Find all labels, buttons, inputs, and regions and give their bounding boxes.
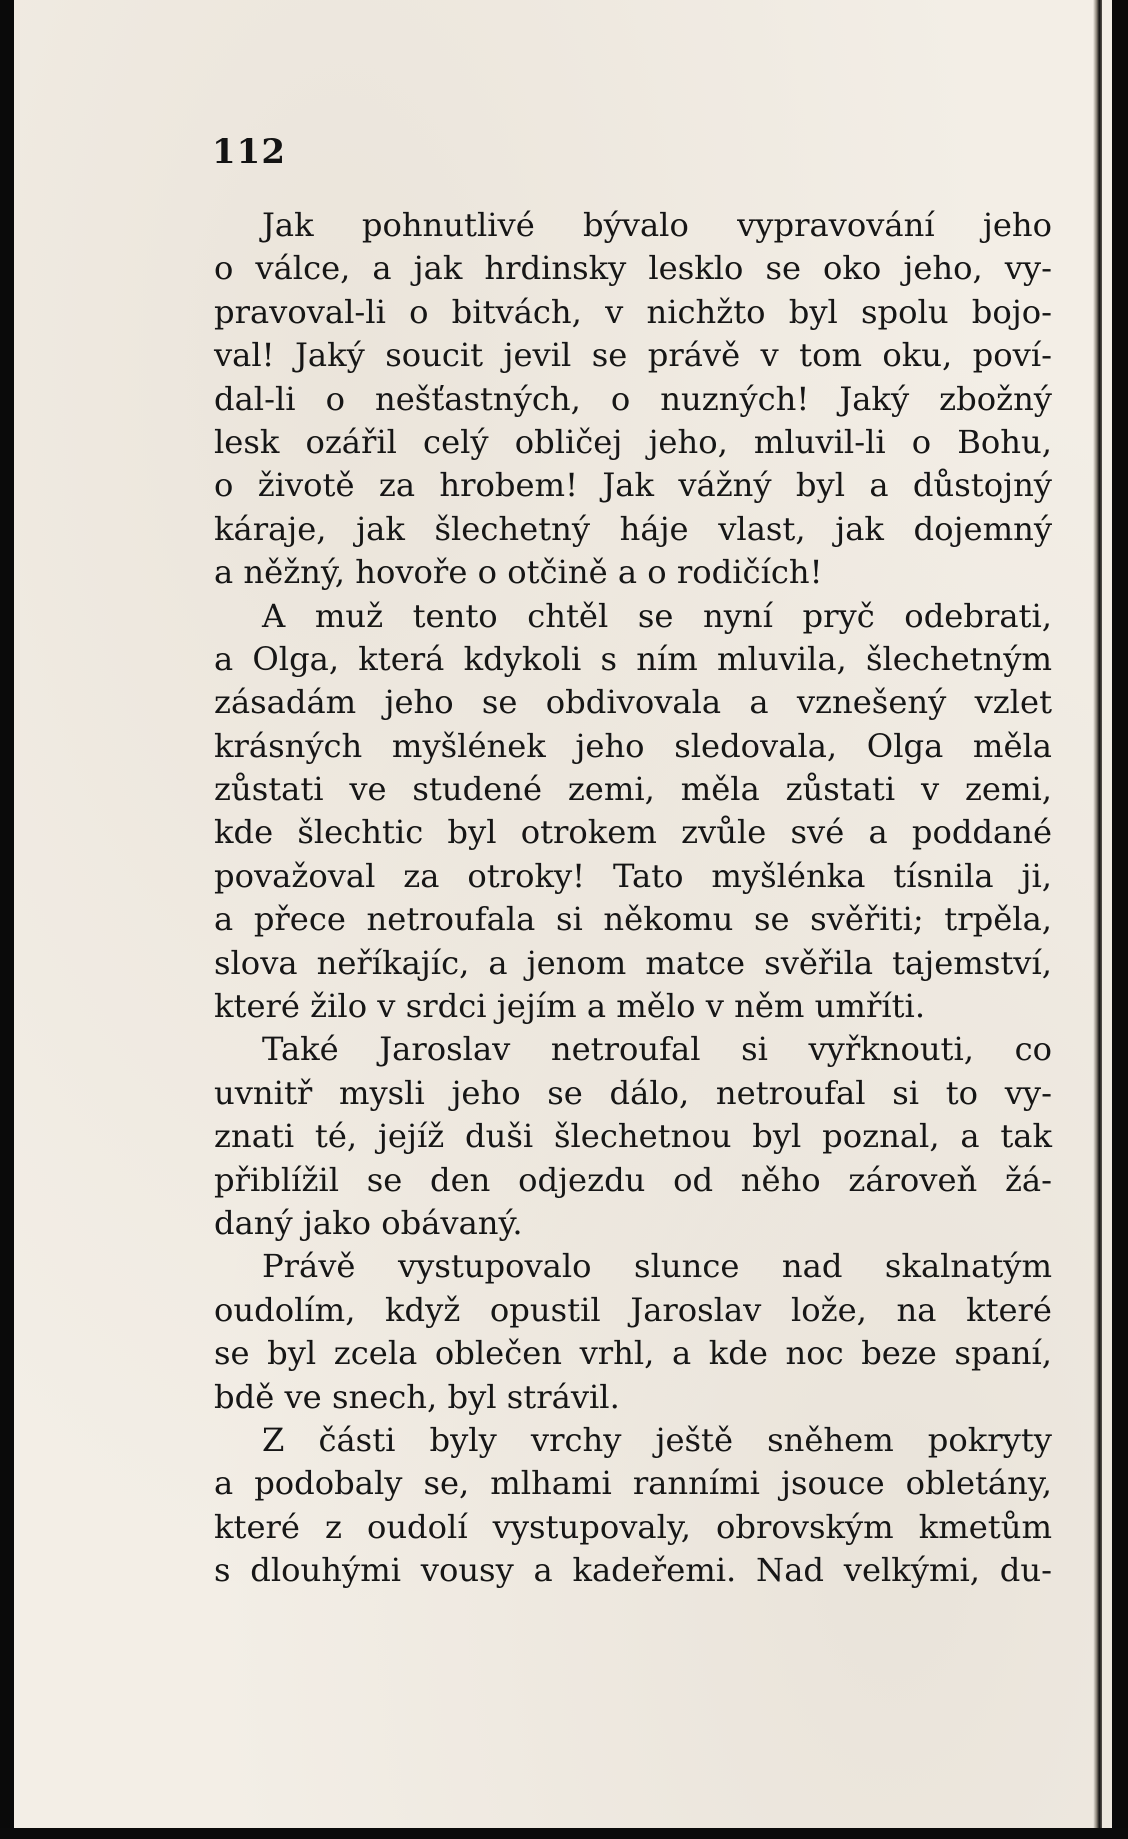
page-number: 112 [212, 132, 286, 172]
text-line: se byl zcela oblečen vrhl, a kde noc beze spaní, [214, 1334, 1052, 1373]
text-line: považoval za otroky! Tato myšlénka tísnila ji, [214, 856, 1052, 895]
text-line: pravoval-li o bitvách, v nichžto byl spolu bojo- [214, 292, 1052, 331]
text-line: znati té, jejíž duši šlechetnou byl poznal, a tak [214, 1117, 1052, 1156]
scan-bottom-border [0, 1828, 1128, 1839]
text-line: val! Jaký soucit jevil se právě v tom oku, poví- [214, 336, 1052, 375]
text-line: kde šlechtic byl otrokem zvůle své a poddané [214, 813, 1052, 852]
text-line: a podobaly se, mlhami ranními jsouce obletány, [214, 1464, 1052, 1503]
book-page [14, 0, 1112, 1832]
text-line: a něžný, hovoře o otčině a o rodičích! [214, 553, 823, 592]
text-line: Jak pohnutlivé bývalo vypravování jeho [262, 206, 1052, 244]
text-line: o životě za hrobem! Jak vážný byl a důstojný [214, 466, 1052, 505]
text-line: které žilo v srdci jejím a mělo v něm umříti. [214, 987, 926, 1026]
text-line: s dlouhými vousy a kadeřemi. Nad velkými, du- [214, 1551, 1052, 1590]
text-line: krásných myšlének jeho sledovala, Olga měla [214, 726, 1052, 765]
text-line: Také Jaroslav netroufal si vyřknouti, co [262, 1030, 1052, 1069]
text-line: dal-li o nešťastných, o nuzných! Jaký zbožný [214, 379, 1052, 418]
text-line: Právě vystupovalo slunce nad skalnatým [262, 1247, 1052, 1286]
text-line: přiblížil se den odjezdu od něho zároveň žá- [214, 1160, 1052, 1199]
text-line: lesk ozářil celý obličej jeho, mluvil-li o Bohu, [214, 422, 1052, 461]
text-line: a přece netroufala si někomu se svěřiti; trpěla, [214, 900, 1052, 939]
page-edge-shadow [1093, 0, 1102, 1832]
text-line: a Olga, která kdykoli s ním mluvila, šlechetným [214, 639, 1052, 678]
text-line: zůstati ve studené zemi, měla zůstati v zemi, [214, 770, 1052, 809]
text-line: zásadám jeho se obdivovala a vznešený vzlet [214, 683, 1052, 722]
text-line: A muž tento chtěl se nyní pryč odebrati, [262, 596, 1052, 635]
body-text [214, 204, 1052, 1593]
text-line: daný jako obávaný. [214, 1203, 523, 1242]
text-line: o válce, a jak hrdinsky lesklo se oko jeho, vy- [214, 249, 1052, 288]
text-line: které z oudolí vystupovaly, obrovským kmetům [214, 1507, 1052, 1546]
text-line: slova neříkajíc, a jenom matce svěřila tajemství, [214, 943, 1052, 982]
text-line: uvnitř mysli jeho se dálo, netroufal si to vy- [214, 1073, 1052, 1112]
text-line: Z části byly vrchy ještě sněhem pokryty [262, 1420, 1052, 1459]
text-line: káraje, jak šlechetný háje vlast, jak dojemný [214, 509, 1052, 548]
text-line: bdě ve snech, byl strávil. [214, 1377, 620, 1416]
text-line: oudolím, když opustil Jaroslav lože, na které [214, 1290, 1052, 1329]
